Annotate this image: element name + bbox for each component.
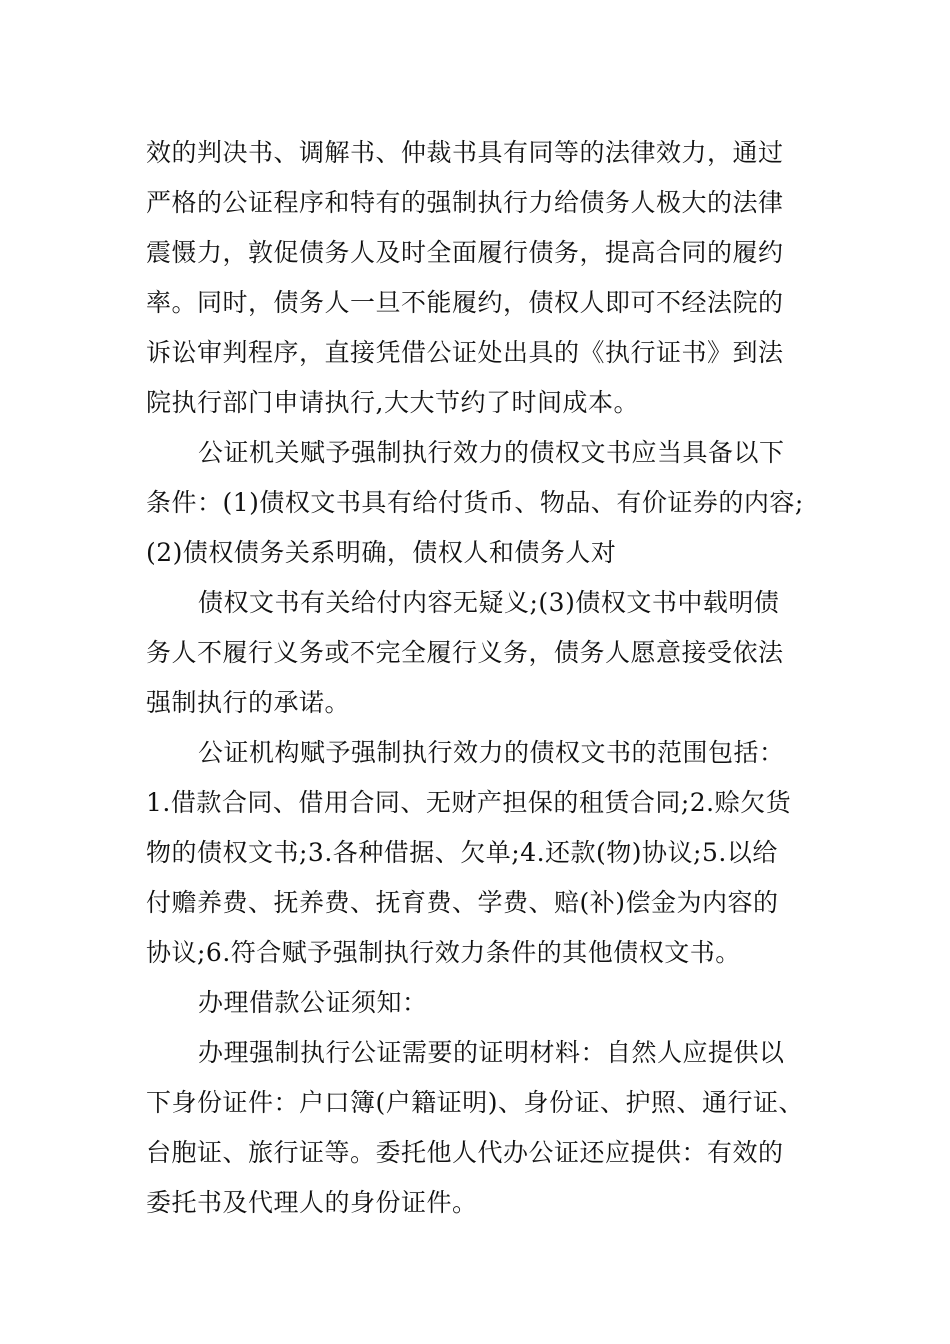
text-line: 强制执行的承诺。 bbox=[146, 688, 351, 717]
text-line: 委托书及代理人的身份证件。 bbox=[146, 1188, 478, 1217]
text-line: 公证机关赋予强制执行效力的债权文书应当具备以下 bbox=[198, 438, 785, 467]
text-line: 下身份证件：户口簿(户籍证明)、身份证、护照、通行证、 bbox=[146, 1088, 805, 1117]
text-line: 协议;6.符合赋予强制执行效力条件的其他债权文书。 bbox=[146, 938, 741, 967]
text-line: 1.借款合同、借用合同、无财产担保的租赁合同;2.赊欠货 bbox=[146, 788, 792, 817]
text-line: 率。同时，债务人一旦不能履约，债权人即可不经法院的 bbox=[146, 288, 784, 317]
text-line: 物的债权文书;3.各种借据、欠单;4.还款(物)协议;5.以给 bbox=[146, 838, 778, 867]
text-line: 办理强制执行公证需要的证明材料：自然人应提供以 bbox=[198, 1038, 785, 1067]
text-line: 条件：(1)债权文书具有给付货币、物品、有价证券的内容; bbox=[146, 488, 804, 517]
text-line: 台胞证、旅行证等。委托他人代办公证还应提供：有效的 bbox=[146, 1138, 784, 1167]
text-line: 严格的公证程序和特有的强制执行力给债务人极大的法律 bbox=[146, 188, 784, 217]
text-line: 院执行部门申请执行,大大节约了时间成本。 bbox=[146, 388, 639, 417]
text-line: 务人不履行义务或不完全履行义务，债务人愿意接受依法 bbox=[146, 638, 784, 667]
document-body bbox=[146, 128, 826, 1228]
text-line: 效的判决书、调解书、仲裁书具有同等的法律效力，通过 bbox=[146, 138, 784, 167]
text-line: (2)债权债务关系明确，债权人和债务人对 bbox=[146, 538, 617, 567]
text-line: 付赡养费、抚养费、抚育费、学费、赔(补)偿金为内容的 bbox=[146, 888, 779, 917]
text-line: 债权文书有关给付内容无疑义;(3)债权文书中载明债 bbox=[198, 588, 780, 617]
text-line: 震慑力，敦促债务人及时全面履行债务，提高合同的履约 bbox=[146, 238, 784, 267]
text-line: 公证机构赋予强制执行效力的债权文书的范围包括： bbox=[198, 738, 785, 767]
section-heading: 办理借款公证须知： bbox=[198, 988, 428, 1017]
text-line: 诉讼审判程序，直接凭借公证处出具的《执行证书》到法 bbox=[146, 338, 784, 367]
